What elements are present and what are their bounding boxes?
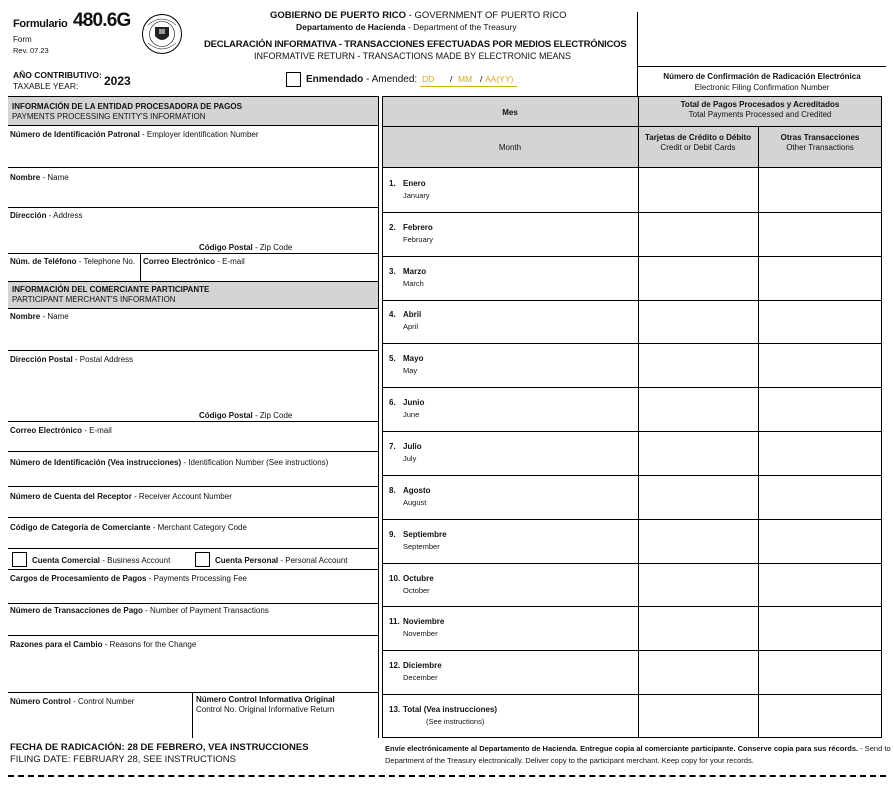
month-name-es: Septiembre (403, 529, 447, 539)
processor-zip-label: Código Postal - Zip Code (199, 243, 293, 252)
month-name-en: February (403, 234, 434, 244)
cards-amount-field[interactable] (639, 388, 757, 430)
merchant-category-field[interactable] (8, 533, 378, 547)
other-amount-field[interactable] (759, 388, 881, 430)
month-number: 11. (389, 617, 400, 627)
cards-amount-field[interactable] (639, 257, 757, 299)
other-amount-field[interactable] (759, 213, 881, 255)
processor-email-label: Correo Electrónico - E-mail (143, 257, 245, 266)
filing-date-notice: FECHA DE RADICACIÓN: 28 DE FEBRERO, VEA INSTRUCCIONES FILING DATE: FEBRUARY 28, SEE INSTRUCTIONS (10, 742, 309, 765)
month-name-es: Agosto (403, 485, 431, 495)
confirmation-label: Número de Confirmación de Radicación Electrónica Electronic Filing Confirmation Number (663, 72, 861, 92)
month-name-en: October (403, 585, 430, 595)
other-amount-field[interactable] (759, 607, 881, 649)
other-amount-field[interactable] (759, 695, 881, 737)
cards-amount-field[interactable] (639, 520, 757, 562)
form-title: Formulario (13, 18, 68, 30)
cards-header: Tarjetas de Crédito o Débito Credit or Debit Cards (644, 133, 752, 152)
month-number: 10. (389, 573, 401, 583)
other-amount-field[interactable] (759, 301, 881, 343)
month-row (382, 431, 882, 475)
form-title-es: DECLARACIÓN INFORMATIVA - TRANSACCIONES EFECTUADAS POR MEDIOS ELECTRÓNICOS (204, 39, 627, 50)
merchant-section-header: INFORMACIÓN DEL COMERCIANTE PARTICIPANTE PARTICIPANT MERCHANT'S INFORMATION (8, 282, 378, 309)
merchant-id-field[interactable] (8, 468, 378, 485)
processor-address-label: Dirección - Address (10, 211, 83, 220)
cards-amount-field[interactable] (639, 301, 757, 343)
month-number: 3. (389, 266, 396, 276)
receiver-account-field[interactable] (8, 502, 378, 516)
other-amount-field[interactable] (759, 169, 881, 211)
month-name-en: September (403, 541, 440, 551)
month-name-es: Abril (403, 310, 422, 320)
amended-label: Enmendado - Amended: (306, 74, 418, 85)
confirmation-number-field[interactable] (640, 18, 884, 64)
government-line: GOBIERNO DE PUERTO RICO - GOVERNMENT OF PUERTO RICO (270, 10, 567, 21)
cards-amount-field[interactable] (639, 213, 757, 255)
cards-amount-field[interactable] (639, 432, 757, 474)
cards-amount-field[interactable] (639, 476, 757, 518)
month-name-en: December (403, 673, 438, 683)
processing-fee-field[interactable] (8, 584, 378, 602)
taxable-year-label: AÑO CONTRIBUTIVO: TAXABLE YEAR: (13, 70, 102, 91)
month-number: 5. (389, 354, 396, 364)
business-account-checkbox[interactable] (12, 552, 27, 567)
merchant-address-field[interactable] (8, 365, 378, 409)
receiver-account-label: Número de Cuenta del Receptor - Receiver Account Number (10, 492, 232, 501)
cards-amount-field[interactable] (639, 695, 757, 737)
total-payments-header: Total de Pagos Procesados y Acreditados Total Payments Processed and Credited (680, 100, 840, 119)
cut-line (8, 775, 886, 777)
merchant-address-label: Dirección Postal - Postal Address (10, 355, 134, 364)
month-row (382, 343, 882, 387)
amended-date-field[interactable]: DD / MM / AA(YY) (420, 73, 517, 87)
transaction-count-label: Número de Transacciones de Pago - Number of Payment Transactions (10, 606, 269, 615)
revision: Rev. 07.23 (13, 46, 49, 55)
control-number-field[interactable] (8, 707, 191, 737)
month-row (382, 606, 882, 650)
processor-phone-field[interactable] (8, 267, 140, 280)
month-number: 2. (389, 222, 396, 232)
month-name-en: April (403, 322, 419, 332)
processing-fee-label: Cargos de Procesamiento de Pagos - Payments Processing Fee (10, 574, 247, 583)
other-amount-field[interactable] (759, 651, 881, 693)
month-name-en: August (403, 497, 427, 507)
processor-name-field[interactable] (8, 183, 378, 205)
monthly-payments-table (382, 96, 882, 738)
cards-amount-field[interactable] (639, 344, 757, 386)
month-name-en: January (403, 190, 430, 200)
form-title-en: INFORMATIVE RETURN - TRANSACTIONS MADE BY ELECTRONIC MEANS (254, 51, 572, 61)
month-name-es: Octubre (403, 573, 434, 583)
other-amount-field[interactable] (759, 476, 881, 518)
month-number: 9. (389, 529, 396, 539)
other-amount-field[interactable] (759, 432, 881, 474)
merchant-email-field[interactable] (8, 436, 378, 450)
form-label-en: Form (13, 35, 32, 44)
personal-account-checkbox[interactable] (195, 552, 210, 567)
processor-email-field[interactable] (141, 267, 378, 280)
merchant-name-label: Nombre - Name (10, 312, 69, 321)
other-transactions-header: Otras Transacciones Other Transactions (780, 133, 860, 152)
month-name-es: Diciembre (403, 661, 442, 671)
month-number: 13. (389, 705, 401, 715)
month-number: 1. (389, 178, 396, 188)
department-line: Departamento de Hacienda - Department of the Treasury (296, 22, 517, 32)
month-row (382, 563, 882, 607)
month-name-es: Febrero (403, 222, 433, 232)
month-row (382, 256, 882, 300)
form-number: 480.6G (73, 10, 131, 31)
control-number-label: Número Control - Control Number (10, 697, 135, 706)
month-row (382, 650, 882, 694)
other-amount-field[interactable] (759, 564, 881, 606)
month-name-es: Total (Vea instrucciones) (403, 705, 498, 715)
month-row (382, 168, 882, 212)
cards-amount-field[interactable] (639, 169, 757, 211)
month-name-es: Noviembre (403, 617, 445, 627)
merchant-zip-label: Código Postal - Zip Code (199, 411, 293, 420)
change-reasons-label: Razones para el Cambio - Reasons for the Change (10, 640, 197, 649)
cards-amount-field[interactable] (639, 607, 757, 649)
change-reasons-field[interactable] (8, 650, 378, 690)
month-row (382, 519, 882, 563)
merchant-id-label: Número de Identificación (Vea instrucciones) - Identification Number (See instructions) (10, 458, 329, 467)
employer-id-label: Número de Identificación Patronal - Employer Identification Number (10, 130, 259, 139)
month-name-en: (See instructions) (426, 717, 485, 727)
month-row (382, 475, 882, 519)
month-row (382, 387, 882, 431)
taxable-year-value: 2023 (104, 74, 131, 88)
month-name-en: July (403, 453, 417, 463)
month-number: 12. (389, 661, 401, 671)
original-control-label: Número Control Informativa Original Control No. Original Informative Return (196, 695, 335, 714)
processor-phone-label: Núm. de Teléfono - Telephone No. (10, 257, 136, 266)
mes-header: Mes (502, 108, 518, 117)
merchant-category-label: Código de Categoría de Comerciante - Merchant Category Code (10, 523, 247, 532)
processor-address-field[interactable] (8, 221, 378, 241)
month-name-en: March (403, 278, 424, 288)
month-number: 4. (389, 310, 396, 320)
other-amount-field[interactable] (759, 344, 881, 386)
month-name-es: Enero (403, 178, 426, 188)
month-name-es: Marzo (403, 266, 427, 276)
month-row (382, 212, 882, 256)
month-name-es: Mayo (403, 354, 424, 364)
month-header: Month (498, 143, 522, 152)
personal-account-label: Cuenta Personal - Personal Account (215, 556, 348, 565)
month-number: 7. (389, 441, 396, 451)
amended-checkbox[interactable] (286, 72, 301, 87)
month-name-es: Julio (403, 441, 422, 451)
merchant-email-label: Correo Electrónico - E-mail (10, 426, 112, 435)
month-row (382, 300, 882, 344)
business-account-label: Cuenta Comercial - Business Account (32, 556, 171, 565)
hacienda-seal-icon (141, 13, 183, 55)
month-number: 6. (389, 398, 396, 408)
total-row (382, 694, 882, 738)
cards-amount-field[interactable] (639, 651, 757, 693)
delivery-instructions: Envíe electrónicamente al Departamento de Hacienda. Entregue copia al comerciante participante. Conserve copia para sus récords. - Send to Department of the Treasury electronically. Deliver copy to the participant merchant. Keep copy for your records. (385, 744, 891, 765)
other-amount-field[interactable] (759, 520, 881, 562)
month-number: 8. (389, 485, 396, 495)
merchant-name-field[interactable] (8, 322, 378, 348)
month-name-en: May (403, 366, 418, 376)
original-control-field[interactable] (193, 716, 378, 737)
month-name-en: June (403, 410, 420, 420)
transaction-count-field[interactable] (8, 616, 378, 634)
month-name-es: Junio (403, 398, 425, 408)
employer-id-field[interactable] (8, 140, 378, 165)
processor-section-header: INFORMACIÓN DE LA ENTIDAD PROCESADORA DE PAGOS PAYMENTS PROCESSING ENTITY'S INFORMATION (8, 97, 378, 126)
month-name-en: November (403, 629, 438, 639)
other-amount-field[interactable] (759, 257, 881, 299)
processor-name-label: Nombre - Name (10, 173, 69, 182)
cards-amount-field[interactable] (639, 564, 757, 606)
